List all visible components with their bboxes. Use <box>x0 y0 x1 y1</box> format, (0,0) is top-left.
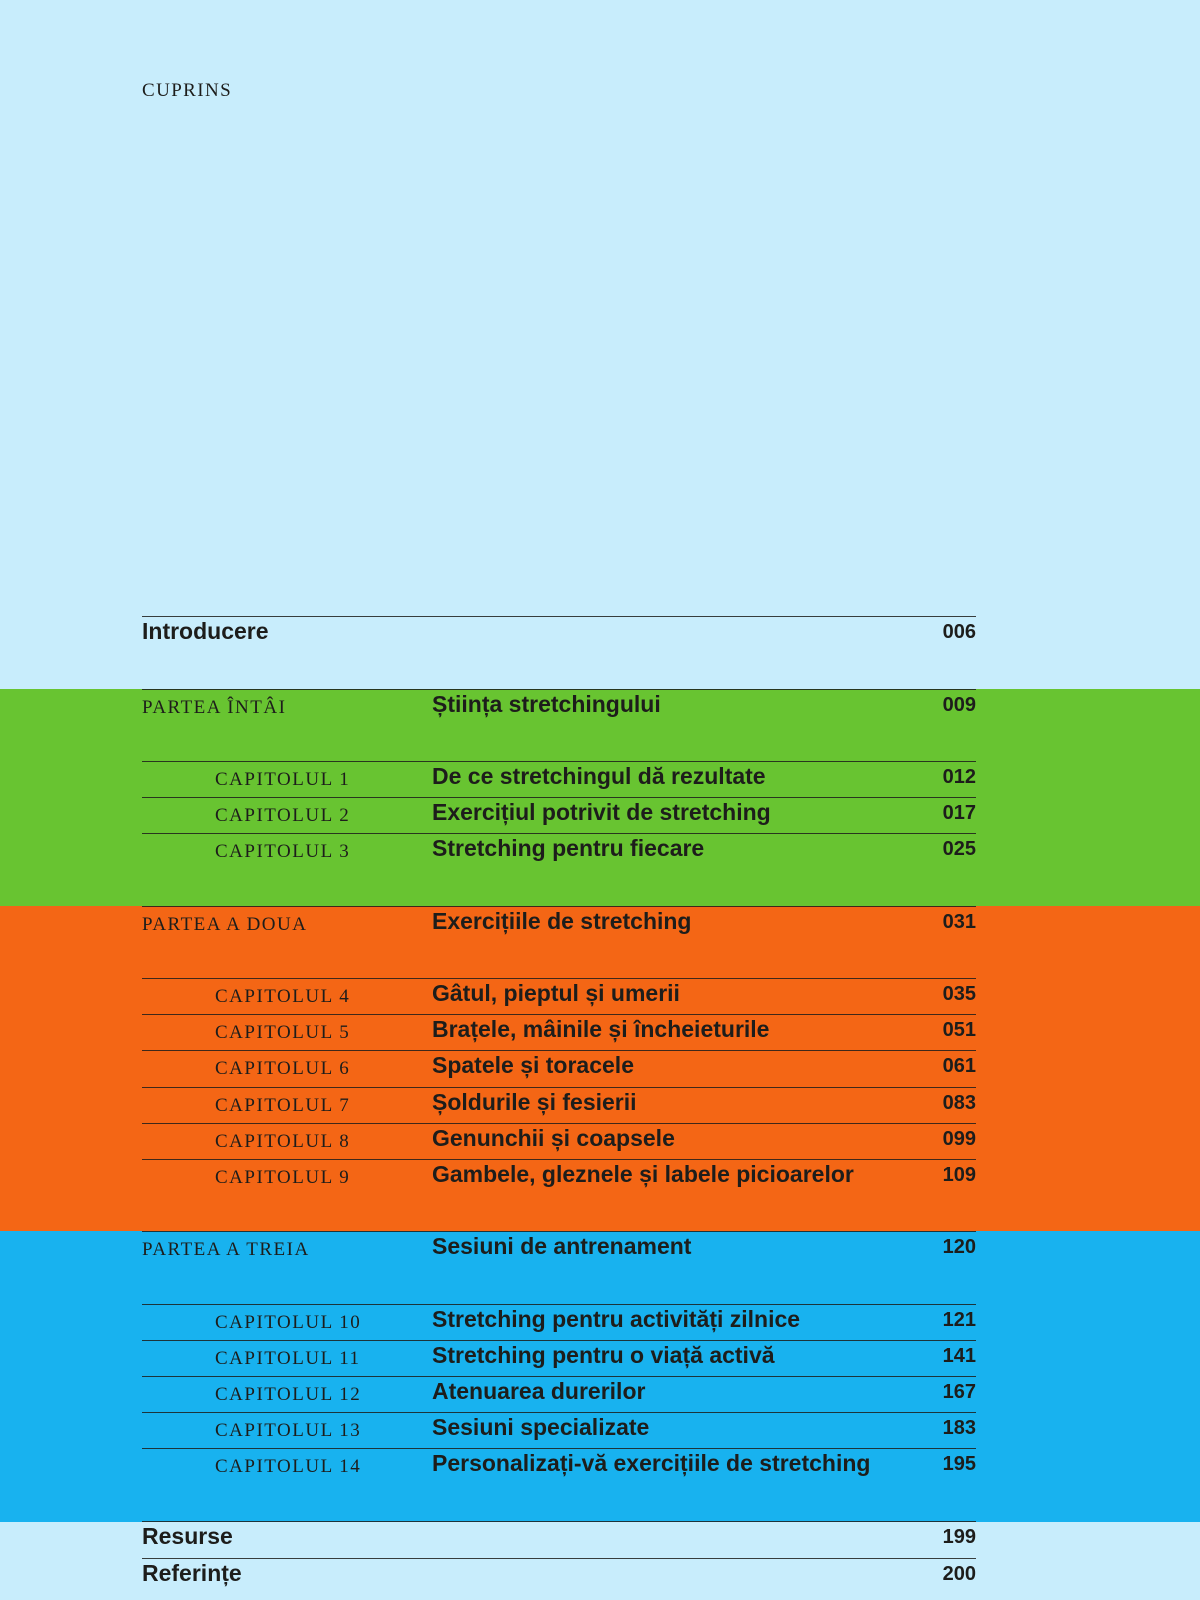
page-heading: CUPRINS <box>142 80 233 101</box>
entry-title: Resurse <box>142 1523 233 1549</box>
chapter-title: Stretching pentru fiecare <box>432 835 705 861</box>
chapter-title: Brațele, mâinile și încheieturile <box>432 1016 770 1042</box>
chapter-label: CAPITOLUL 12 <box>215 1384 362 1405</box>
entry-page: 199 <box>942 1526 976 1548</box>
part-page: 031 <box>942 911 976 933</box>
chapter-page: 109 <box>942 1164 976 1186</box>
divider <box>142 1340 976 1341</box>
divider <box>142 906 976 907</box>
chapter-label: CAPITOLUL 4 <box>215 986 351 1007</box>
divider <box>142 1231 976 1232</box>
toc-chapter[interactable] <box>142 763 976 799</box>
entry-title: Referințe <box>142 1560 242 1586</box>
divider <box>142 1376 976 1377</box>
divider <box>142 797 976 798</box>
divider <box>142 1159 976 1160</box>
chapter-title: Stretching pentru o viață activă <box>432 1342 775 1368</box>
toc-chapter[interactable] <box>142 1378 976 1414</box>
part-title: Știința stretchingului <box>432 691 661 717</box>
divider <box>142 1123 976 1124</box>
chapter-label: CAPITOLUL 3 <box>215 841 351 862</box>
entry-page: 200 <box>942 1563 976 1585</box>
toc-chapter[interactable] <box>142 1306 976 1342</box>
chapter-page: 025 <box>942 838 976 860</box>
chapter-page: 035 <box>942 983 976 1005</box>
part-page: 009 <box>942 694 976 716</box>
chapter-label: CAPITOLUL 11 <box>215 1348 361 1369</box>
chapter-page: 061 <box>942 1055 976 1077</box>
divider <box>142 978 976 979</box>
divider <box>142 616 976 617</box>
part-label: PARTEA A TREIA <box>142 1239 310 1260</box>
toc-chapter[interactable] <box>142 1052 976 1088</box>
part-label: PARTEA ÎNTÂI <box>142 697 287 718</box>
divider <box>142 833 976 834</box>
divider <box>142 689 976 690</box>
chapter-page: 141 <box>942 1345 976 1367</box>
chapter-label: CAPITOLUL 10 <box>215 1312 362 1333</box>
toc-entry-introducere[interactable] <box>142 618 976 654</box>
toc-chapter[interactable] <box>142 1161 976 1197</box>
chapter-title: Genunchii și coapsele <box>432 1125 675 1151</box>
chapter-page: 099 <box>942 1128 976 1150</box>
toc-entry-resurse[interactable] <box>142 1523 976 1559</box>
chapter-label: CAPITOLUL 8 <box>215 1131 351 1152</box>
toc-chapter[interactable] <box>142 835 976 871</box>
part-label: PARTEA A DOUA <box>142 914 308 935</box>
chapter-label: CAPITOLUL 6 <box>215 1058 351 1079</box>
chapter-title: Spatele și toracele <box>432 1052 634 1078</box>
toc-chapter[interactable] <box>142 799 976 835</box>
toc-chapter[interactable] <box>142 1125 976 1161</box>
toc-chapter[interactable] <box>142 980 976 1016</box>
toc-chapter[interactable] <box>142 1414 976 1450</box>
divider <box>142 1558 976 1559</box>
chapter-title: Sesiuni specializate <box>432 1414 650 1440</box>
divider <box>142 761 976 762</box>
chapter-label: CAPITOLUL 5 <box>215 1022 351 1043</box>
chapter-label: CAPITOLUL 14 <box>215 1456 362 1477</box>
entry-page: 006 <box>942 621 976 643</box>
entry-title: Introducere <box>142 618 269 644</box>
chapter-label: CAPITOLUL 13 <box>215 1420 362 1441</box>
divider <box>142 1448 976 1449</box>
chapter-page: 051 <box>942 1019 976 1041</box>
chapter-title: Personalizați-vă exercițiile de stretching <box>432 1450 871 1476</box>
toc-chapter[interactable] <box>142 1089 976 1125</box>
divider <box>142 1521 976 1522</box>
chapter-page: 012 <box>942 766 976 788</box>
chapter-page: 195 <box>942 1453 976 1475</box>
divider <box>142 1412 976 1413</box>
toc-entry-referinte[interactable] <box>142 1560 976 1596</box>
toc-chapter[interactable] <box>142 1342 976 1378</box>
toc-chapter[interactable] <box>142 1016 976 1052</box>
divider <box>142 1050 976 1051</box>
chapter-title: Atenuarea durerilor <box>432 1378 646 1404</box>
chapter-page: 121 <box>942 1309 976 1331</box>
chapter-title: Gâtul, pieptul și umerii <box>432 980 680 1006</box>
toc-part-1[interactable] <box>142 691 976 727</box>
chapter-page: 167 <box>942 1381 976 1403</box>
chapter-label: CAPITOLUL 1 <box>215 769 351 790</box>
chapter-title: Șoldurile și fesierii <box>432 1089 637 1115</box>
chapter-page: 083 <box>942 1092 976 1114</box>
chapter-title: Stretching pentru activități zilnice <box>432 1306 801 1332</box>
chapter-page: 183 <box>942 1417 976 1439</box>
toc-part-2[interactable] <box>142 908 976 944</box>
chapter-title: Exercițiul potrivit de stretching <box>432 799 771 825</box>
chapter-page: 017 <box>942 802 976 824</box>
divider <box>142 1087 976 1088</box>
toc-chapter[interactable] <box>142 1450 976 1486</box>
chapter-title: Gambele, gleznele și labele picioarelor <box>432 1161 854 1187</box>
part-title: Sesiuni de antrenament <box>432 1233 692 1259</box>
toc-part-3[interactable] <box>142 1233 976 1269</box>
divider <box>142 1304 976 1305</box>
part-page: 120 <box>942 1236 976 1258</box>
part-title: Exercițiile de stretching <box>432 908 692 934</box>
chapter-label: CAPITOLUL 2 <box>215 805 351 826</box>
chapter-title: De ce stretchingul dă rezultate <box>432 763 766 789</box>
divider <box>142 1014 976 1015</box>
chapter-label: CAPITOLUL 9 <box>215 1167 351 1188</box>
chapter-label: CAPITOLUL 7 <box>215 1095 351 1116</box>
